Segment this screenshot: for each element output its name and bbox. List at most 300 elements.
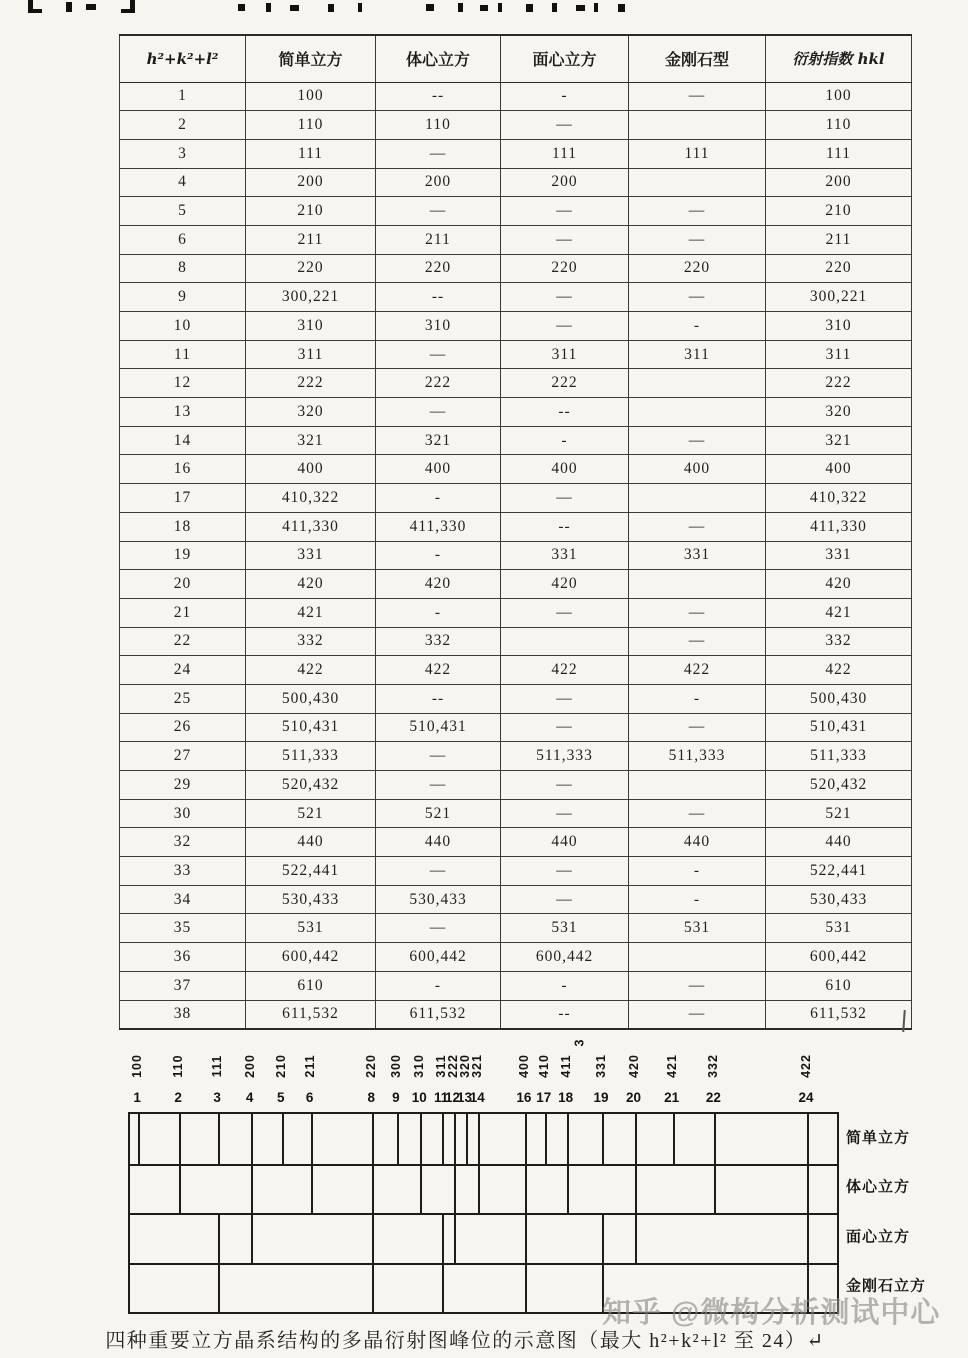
cropped-glyph-marks [28, 0, 788, 13]
table-row [120, 828, 912, 857]
peak-line [372, 1166, 374, 1216]
hkl-cell: — [501, 799, 629, 828]
table-row [120, 799, 912, 828]
peak-line [311, 1166, 313, 1216]
hkl-cell: — [376, 914, 501, 943]
hkl-cell: 510,431 [766, 713, 912, 742]
hkl-cell: 200 [246, 168, 376, 197]
hkl-cell: 110 [766, 111, 912, 140]
hkl-cell: -- [501, 512, 629, 541]
hkl-cell: - [376, 598, 501, 627]
table-row [120, 254, 912, 283]
peak-line [218, 1215, 220, 1265]
hkl-cell: — [376, 139, 501, 168]
hkl-cell: 400 [246, 455, 376, 484]
hkl-cell: — [629, 225, 766, 254]
table-row [120, 283, 912, 312]
peak-line [807, 1166, 809, 1216]
table-row [120, 914, 912, 943]
peak-value-label: 22 [705, 1090, 721, 1105]
peak-line [372, 1114, 374, 1164]
table-row [120, 139, 912, 168]
sum-of-squares-cell: 25 [120, 684, 246, 713]
hkl-cell: 110 [246, 111, 376, 140]
hkl-cell: 331 [501, 541, 629, 570]
hkl-cell: - [376, 484, 501, 513]
hkl-cell: - [629, 885, 766, 914]
hkl-cell: 411,330 [376, 512, 501, 541]
peak-line [714, 1114, 716, 1164]
hkl-cell: 311 [629, 340, 766, 369]
hkl-cell: — [629, 713, 766, 742]
crystal-structure-label: 面心立方 [846, 1228, 911, 1246]
hkl-cell [629, 369, 766, 398]
hkl-cell: 500,430 [246, 684, 376, 713]
column-header: h²+k²+l² [120, 35, 246, 82]
table-row [120, 713, 912, 742]
hkl-cell: 321 [766, 426, 912, 455]
hkl-cell: 600,442 [376, 943, 501, 972]
crystal-structure-label: 体心立方 [846, 1178, 911, 1196]
hkl-cell: 520,432 [246, 771, 376, 800]
peak-line [807, 1114, 809, 1164]
sum-of-squares-cell: 22 [120, 627, 246, 656]
sum-of-squares-cell: 18 [120, 512, 246, 541]
hkl-cell: — [501, 283, 629, 312]
peak-hkl-label: 410 [536, 1054, 551, 1078]
peak-line [179, 1166, 181, 1216]
hkl-cell: 100 [246, 82, 376, 111]
hkl-cell: — [629, 283, 766, 312]
peak-line [635, 1166, 637, 1216]
hkl-cell: 420 [501, 570, 629, 599]
diagram-row-simple-cubic [130, 1114, 837, 1164]
cropped-header-fragment [28, 0, 788, 13]
hkl-cell: -- [376, 684, 501, 713]
peak-line [635, 1114, 637, 1164]
peak-value-label: 17 [536, 1090, 552, 1105]
hkl-cell [629, 168, 766, 197]
hkl-cell: - [376, 541, 501, 570]
peak-line [372, 1215, 374, 1265]
peak-value-label: 21 [664, 1090, 680, 1105]
sum-of-squares-cell: 21 [120, 598, 246, 627]
peak-line [525, 1215, 527, 1265]
peak-hkl-label: 110 [171, 1054, 186, 1078]
hkl-cell [629, 111, 766, 140]
hkl-cell: 422 [376, 656, 501, 685]
peak-hkl-label: 220 [364, 1054, 379, 1078]
table-row [120, 598, 912, 627]
peak-line [454, 1166, 456, 1216]
table-row [120, 168, 912, 197]
hkl-cell: 530,433 [246, 885, 376, 914]
sum-of-squares-cell: 13 [120, 398, 246, 427]
hkl-cell: 511,333 [246, 742, 376, 771]
peak-value-label: 9 [392, 1090, 400, 1105]
sum-of-squares-cell: 16 [120, 455, 246, 484]
peak-hkl-label: 321 [470, 1054, 485, 1078]
peak-line [311, 1114, 313, 1164]
hkl-cell: -- [376, 82, 501, 111]
hkl-cell: — [629, 197, 766, 226]
hkl-cell: 220 [629, 254, 766, 283]
sum-of-squares-cell: 3 [120, 139, 246, 168]
hkl-cell: 440 [246, 828, 376, 857]
peak-hkl-label: 310 [412, 1054, 427, 1078]
hkl-cell: — [629, 598, 766, 627]
table-row [120, 771, 912, 800]
hkl-cell: 111 [246, 139, 376, 168]
sum-of-squares-cell: 10 [120, 312, 246, 341]
hkl-cell: — [501, 484, 629, 513]
hkl-cell: 440 [629, 828, 766, 857]
peak-hkl-label: 421 [664, 1054, 679, 1078]
peak-line [179, 1114, 181, 1164]
table-row [120, 398, 912, 427]
hkl-cell: 110 [376, 111, 501, 140]
sum-of-squares-cell: 11 [120, 340, 246, 369]
hkl-cell: — [376, 340, 501, 369]
table-row [120, 857, 912, 886]
peak-value-label: 14 [469, 1090, 485, 1105]
hkl-cell: 220 [376, 254, 501, 283]
table-row [120, 885, 912, 914]
hkl-cell: 210 [246, 197, 376, 226]
peak-line [442, 1215, 444, 1265]
diffraction-index-table [119, 34, 912, 1030]
hkl-cell: — [501, 312, 629, 341]
table-row [120, 1000, 912, 1029]
hkl-cell: 531 [766, 914, 912, 943]
peak-hkl-label: 311 [434, 1054, 449, 1078]
peak-line [251, 1215, 253, 1265]
sum-of-squares-cell: 26 [120, 713, 246, 742]
hkl-cell: 611,532 [766, 1000, 912, 1029]
hkl-cell: 220 [246, 254, 376, 283]
stray-digit-mark: 3 [572, 1039, 587, 1047]
peak-line [807, 1215, 809, 1265]
hkl-cell: 600,442 [246, 943, 376, 972]
hkl-cell: 200 [501, 168, 629, 197]
hkl-cell: 210 [766, 197, 912, 226]
sum-of-squares-cell: 37 [120, 971, 246, 1000]
peak-value-label: 18 [558, 1090, 574, 1105]
hkl-cell: — [501, 197, 629, 226]
hkl-cell: 400 [766, 455, 912, 484]
hkl-cell: — [376, 857, 501, 886]
hkl-cell: 440 [766, 828, 912, 857]
hkl-cell: 600,442 [766, 943, 912, 972]
hkl-cell: — [376, 771, 501, 800]
hkl-cell: 331 [629, 541, 766, 570]
hkl-cell: 222 [376, 369, 501, 398]
peak-line [525, 1114, 527, 1164]
hkl-cell: — [501, 225, 629, 254]
peak-line [714, 1166, 716, 1216]
sum-of-squares-cell: 24 [120, 656, 246, 685]
hkl-cell: 321 [376, 426, 501, 455]
sum-of-squares-cell: 1 [120, 82, 246, 111]
sum-of-squares-cell: 35 [120, 914, 246, 943]
peak-hkl-label: 332 [706, 1054, 721, 1078]
hkl-cell: 510,431 [376, 713, 501, 742]
column-header: 衍射指数 hkl [766, 35, 912, 82]
hkl-cell: 331 [246, 541, 376, 570]
peak-value-label: 8 [367, 1090, 375, 1105]
hkl-cell: 531 [629, 914, 766, 943]
peak-line [218, 1265, 220, 1315]
table-row [120, 627, 912, 656]
hkl-cell: -- [376, 283, 501, 312]
hkl-cell: 600,442 [501, 943, 629, 972]
hkl-cell: 500,430 [766, 684, 912, 713]
peak-value-label: 2 [174, 1090, 182, 1105]
peak-line [251, 1166, 253, 1216]
table-row [120, 225, 912, 254]
sum-of-squares-cell: 36 [120, 943, 246, 972]
hkl-cell: 311 [246, 340, 376, 369]
hkl-cell: 332 [376, 627, 501, 656]
sum-of-squares-cell: 34 [120, 885, 246, 914]
crystal-structure-label: 金刚石立方 [846, 1277, 927, 1295]
diagram-row-fcc [130, 1213, 837, 1265]
hkl-cell: 531 [246, 914, 376, 943]
peak-value-label: 5 [276, 1090, 285, 1105]
sum-of-squares-cell: 4 [120, 168, 246, 197]
peak-line [567, 1166, 569, 1216]
peak-line [454, 1215, 456, 1265]
peak-line [567, 1114, 569, 1164]
peak-hkl-label: 300 [388, 1054, 403, 1078]
table-row [120, 455, 912, 484]
peak-line [466, 1114, 468, 1164]
hkl-cell: 320 [246, 398, 376, 427]
hkl-cell: 211 [766, 225, 912, 254]
peak-hkl-label: 411 [558, 1054, 573, 1078]
hkl-cell: 521 [246, 799, 376, 828]
sum-of-squares-cell: 30 [120, 799, 246, 828]
hkl-cell: 320 [766, 398, 912, 427]
peak-line [420, 1166, 422, 1216]
hkl-cell: — [629, 512, 766, 541]
peak-line [602, 1215, 604, 1265]
hkl-cell: 420 [246, 570, 376, 599]
table-row [120, 570, 912, 599]
hkl-cell: 400 [376, 455, 501, 484]
peak-line [442, 1114, 444, 1164]
hkl-cell: 521 [376, 799, 501, 828]
sum-of-squares-cell: 20 [120, 570, 246, 599]
hkl-cell: 410,322 [246, 484, 376, 513]
hkl-cell: 420 [766, 570, 912, 599]
peak-hkl-label: 211 [302, 1054, 317, 1078]
table-row [120, 656, 912, 685]
hkl-cell: 311 [766, 340, 912, 369]
hkl-cell: 511,333 [766, 742, 912, 771]
hkl-cell: 520,432 [766, 771, 912, 800]
hkl-cell: 610 [246, 971, 376, 1000]
column-header: 体心立方 [376, 35, 501, 82]
hkl-cell: — [629, 799, 766, 828]
peak-value-label: 10 [411, 1090, 427, 1105]
hkl-cell: 510,431 [246, 713, 376, 742]
hkl-cell: 511,333 [501, 742, 629, 771]
hkl-cell [629, 484, 766, 513]
peak-line [545, 1114, 547, 1164]
peak-line [138, 1114, 140, 1164]
sum-of-squares-cell: 2 [120, 111, 246, 140]
peak-value-label: 12 [444, 1090, 461, 1105]
hkl-cell: 332 [246, 627, 376, 656]
sum-of-squares-cell: 5 [120, 197, 246, 226]
peak-hkl-label: 400 [516, 1054, 531, 1078]
hkl-cell [629, 771, 766, 800]
sum-of-squares-cell: 8 [120, 254, 246, 283]
table-row [120, 484, 912, 513]
hkl-cell: — [501, 885, 629, 914]
hkl-cell: 200 [376, 168, 501, 197]
table-row [120, 340, 912, 369]
table-row [120, 512, 912, 541]
peak-hkl-label: 422 [799, 1054, 813, 1078]
table-row [120, 369, 912, 398]
peak-hkl-label: 210 [273, 1054, 288, 1078]
hkl-cell: — [629, 627, 766, 656]
peak-line [525, 1166, 527, 1216]
hkl-cell: — [501, 713, 629, 742]
peak-line [397, 1114, 399, 1164]
watermark: 知乎 @微构分析测试中心 [602, 1297, 941, 1329]
hkl-cell: — [629, 82, 766, 111]
hkl-cell: 311 [501, 340, 629, 369]
column-header: 简单立方 [246, 35, 376, 82]
hkl-cell: 411,330 [246, 512, 376, 541]
hkl-cell: - [501, 426, 629, 455]
hkl-cell: 111 [766, 139, 912, 168]
hkl-cell: — [629, 1000, 766, 1029]
hkl-cell: 400 [501, 455, 629, 484]
hkl-cell: 422 [629, 656, 766, 685]
hkl-cell: 420 [376, 570, 501, 599]
hkl-cell: 400 [629, 455, 766, 484]
hkl-cell: 200 [766, 168, 912, 197]
hkl-cell: 530,433 [376, 885, 501, 914]
hkl-cell: - [629, 312, 766, 341]
hkl-cell: — [376, 197, 501, 226]
table-row [120, 541, 912, 570]
hkl-cell: 222 [501, 369, 629, 398]
table-header-row [120, 35, 912, 82]
table-row [120, 312, 912, 341]
sum-of-squares-cell: 32 [120, 828, 246, 857]
table-row [120, 426, 912, 455]
hkl-cell: -- [501, 398, 629, 427]
table-row [120, 943, 912, 972]
table-row [120, 684, 912, 713]
hkl-cell: 222 [246, 369, 376, 398]
peak-value-label: 20 [625, 1090, 642, 1105]
hkl-cell: — [501, 857, 629, 886]
column-header: 面心立方 [501, 35, 629, 82]
hkl-cell: — [376, 398, 501, 427]
sum-of-squares-cell: 38 [120, 1000, 246, 1029]
hkl-cell: 422 [766, 656, 912, 685]
peak-line [525, 1265, 527, 1315]
hkl-cell: 310 [766, 312, 912, 341]
hkl-cell: 530,433 [766, 885, 912, 914]
hkl-cell: 111 [629, 139, 766, 168]
peak-hkl-label: 200 [242, 1054, 257, 1078]
hkl-cell: 411,330 [766, 512, 912, 541]
hkl-cell: 421 [246, 598, 376, 627]
sum-of-squares-cell: 27 [120, 742, 246, 771]
hkl-cell: 422 [246, 656, 376, 685]
hkl-cell: 422 [501, 656, 629, 685]
sum-of-squares-cell: 29 [120, 771, 246, 800]
hkl-cell: 331 [766, 541, 912, 570]
crystal-structure-label: 简单立方 [846, 1129, 911, 1147]
peak-line [218, 1114, 220, 1164]
sum-of-squares-cell: 19 [120, 541, 246, 570]
table-row [120, 742, 912, 771]
hkl-cell: 310 [376, 312, 501, 341]
peak-value-label: 24 [798, 1090, 814, 1105]
peak-value-label: 16 [516, 1090, 532, 1105]
hkl-cell: — [501, 684, 629, 713]
peak-line [442, 1265, 444, 1315]
hkl-cell: 310 [246, 312, 376, 341]
diagram-row-bcc [130, 1164, 837, 1216]
figure-caption: 四种重要立方晶系结构的多晶衍射图峰位的示意图（最大 h²+k²+l² 至 24）↵ [105, 1330, 825, 1352]
hkl-cell: 211 [246, 225, 376, 254]
hkl-cell: — [376, 742, 501, 771]
hkl-cell: — [629, 426, 766, 455]
peak-line [478, 1166, 480, 1216]
hkl-cell: - [501, 971, 629, 1000]
diagram-box [128, 1112, 839, 1314]
peak-value-label: 11 [434, 1090, 449, 1105]
sum-of-squares-cell: 9 [120, 283, 246, 312]
hkl-cell [501, 627, 629, 656]
peak-value-label: 13 [457, 1090, 473, 1105]
hkl-cell: - [376, 971, 501, 1000]
hkl-cell: 332 [766, 627, 912, 656]
hkl-cell: 440 [376, 828, 501, 857]
peak-line [673, 1114, 675, 1164]
hkl-cell: -- [501, 1000, 629, 1029]
hkl-cell [629, 398, 766, 427]
peak-line [282, 1114, 284, 1164]
hkl-cell: 521 [766, 799, 912, 828]
hkl-cell: 511,333 [629, 742, 766, 771]
column-header: 金刚石型 [629, 35, 766, 82]
hkl-cell: - [629, 857, 766, 886]
hkl-cell: — [501, 111, 629, 140]
peak-line [602, 1114, 604, 1164]
table-row [120, 82, 912, 111]
table-row [120, 971, 912, 1000]
hkl-cell: 300,221 [766, 283, 912, 312]
hkl-cell: - [501, 82, 629, 111]
hkl-cell: — [501, 771, 629, 800]
hkl-cell: 610 [766, 971, 912, 1000]
peak-hkl-label: 111 [210, 1054, 225, 1078]
hkl-cell: 522,441 [246, 857, 376, 886]
peak-line [372, 1265, 374, 1315]
sum-of-squares-cell: 6 [120, 225, 246, 254]
hkl-cell: — [629, 971, 766, 1000]
